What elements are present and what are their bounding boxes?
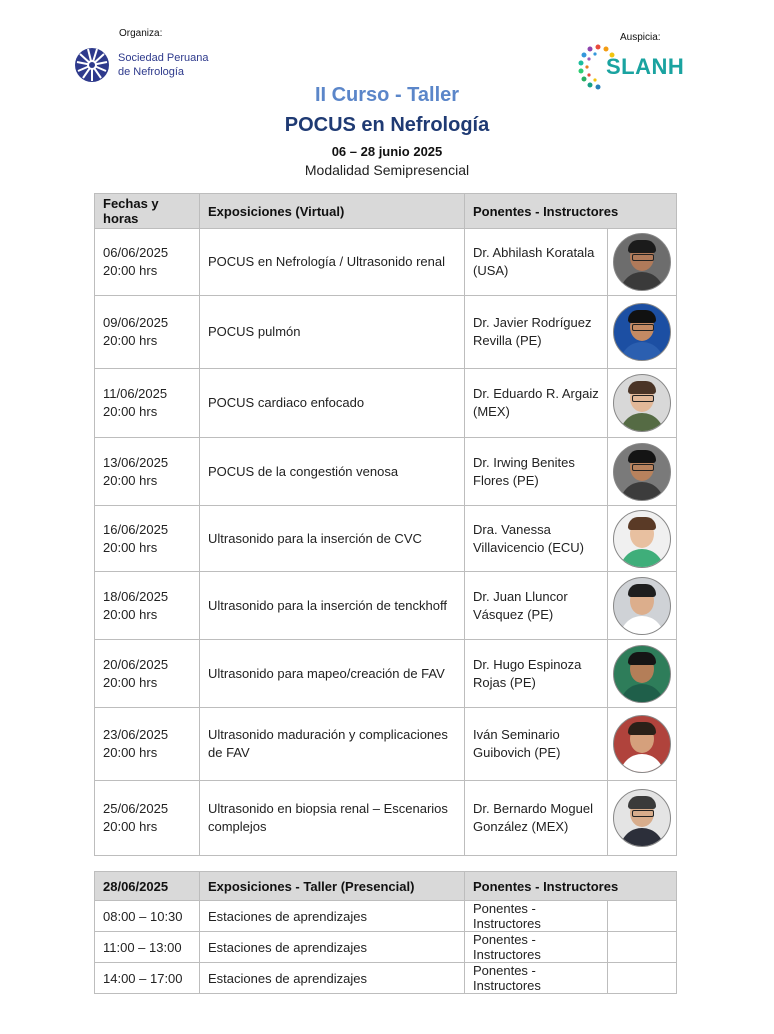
- course-dates: 06 – 28 junio 2025: [331, 144, 443, 159]
- workshop-speaker: Ponentes - Instructores: [465, 932, 608, 963]
- speaker-photo-cell: [608, 640, 677, 708]
- session-topic-line: POCUS en Nefrología / Ultrasonido renal: [208, 254, 446, 269]
- workshop-empty-cell: [608, 932, 677, 963]
- course-modality: Modalidad Semipresencial: [304, 162, 470, 178]
- session-speaker-line: Dr. Irwing Benites: [473, 454, 575, 470]
- session-date: 18/06/2025: [103, 588, 169, 604]
- session-row: [95, 369, 677, 438]
- session-row: [95, 296, 677, 369]
- session-speaker: [465, 781, 608, 856]
- session-datetime: [95, 506, 200, 572]
- workshop-row: [95, 963, 677, 994]
- session-topic: [200, 781, 465, 856]
- session-datetime: [95, 572, 200, 640]
- session-speaker-line: Rojas (PE): [473, 674, 536, 690]
- session-datetime: [95, 708, 200, 781]
- session-datetime: [95, 296, 200, 369]
- session-speaker-line: Dr. Hugo Espinoza: [473, 656, 582, 672]
- session-speaker-line: González (MEX): [473, 819, 569, 834]
- session-topic-line: Ultrasonido en biopsia renal – Escenarios: [208, 801, 448, 816]
- session-time: 20:00 hrs: [103, 606, 158, 622]
- session-date: 09/06/2025: [103, 315, 169, 330]
- session-topic-line: POCUS cardiaco enfocado: [208, 395, 365, 410]
- session-speaker-line: Dra. Vanessa: [473, 521, 551, 537]
- session-topic-line: de FAV: [208, 745, 250, 760]
- speaker-photo-cell: [608, 369, 677, 438]
- workshop-header-date: 28/06/2025: [95, 872, 200, 901]
- speaker-avatar: [613, 789, 671, 847]
- session-speaker-line: Revilla (PE): [473, 333, 542, 348]
- session-time: 20:00 hrs: [103, 674, 158, 690]
- session-time: 20:00 hrs: [103, 745, 158, 760]
- workshop-table: [94, 871, 677, 994]
- speaker-avatar: [613, 577, 671, 635]
- session-speaker-line: Dr. Javier Rodríguez: [473, 315, 592, 330]
- session-datetime: [95, 369, 200, 438]
- workshop-header-speakers: Ponentes - Instructores: [465, 872, 677, 901]
- session-row: [95, 708, 677, 781]
- session-speaker-line: Vásquez (PE): [473, 606, 554, 622]
- session-date: 06/06/2025: [103, 245, 169, 260]
- session-topic-line: Ultrasonido maduración y complicaciones: [208, 727, 448, 742]
- workshop-activity: Estaciones de aprendizajes: [200, 901, 465, 932]
- session-speaker-line: Guibovich (PE): [473, 745, 561, 760]
- organizer-label: Organiza:: [119, 28, 163, 39]
- session-speaker-line: (MEX): [473, 404, 510, 419]
- col-header-dates: Fechas y horas: [95, 194, 200, 229]
- workshop-speaker: Ponentes - Instructores: [465, 901, 608, 932]
- session-speaker: [465, 572, 608, 640]
- workshop-empty-cell: [608, 963, 677, 994]
- speaker-photo-cell: [608, 572, 677, 640]
- session-date: 16/06/2025: [103, 521, 169, 537]
- speaker-avatar: [613, 510, 671, 568]
- session-topic: [200, 708, 465, 781]
- spn-name-line1: Sociedad Peruana: [118, 52, 209, 64]
- session-time: 20:00 hrs: [103, 263, 158, 278]
- speaker-avatar: [613, 645, 671, 703]
- speaker-avatar: [613, 443, 671, 501]
- session-topic-line: Ultrasonido para mapeo/creación de FAV: [208, 665, 445, 681]
- session-topic: [200, 369, 465, 438]
- col-header-topics: Exposiciones (Virtual): [200, 194, 465, 229]
- speaker-avatar: [613, 303, 671, 361]
- session-time: 20:00 hrs: [103, 472, 158, 488]
- workshop-row: [95, 901, 677, 932]
- session-topic: [200, 229, 465, 296]
- session-topic: [200, 572, 465, 640]
- session-speaker-line: Flores (PE): [473, 472, 539, 488]
- speaker-photo-cell: [608, 438, 677, 506]
- session-speaker: [465, 708, 608, 781]
- session-speaker: [465, 296, 608, 369]
- session-time: 20:00 hrs: [103, 333, 158, 348]
- session-topic: [200, 438, 465, 506]
- workshop-header-activity: Exposiciones - Taller (Presencial): [200, 872, 465, 901]
- session-time: 20:00 hrs: [103, 819, 158, 834]
- spn-name-line2: de Nefrología: [118, 66, 185, 78]
- course-subtitle: POCUS en Nefrología: [284, 114, 490, 136]
- session-date: 20/06/2025: [103, 656, 169, 672]
- speaker-photo-cell: [608, 296, 677, 369]
- spn-logo: [74, 40, 209, 90]
- workshop-empty-cell: [608, 901, 677, 932]
- speaker-avatar: [613, 374, 671, 432]
- speaker-avatar: [613, 715, 671, 773]
- session-speaker-line: Villavicencio (ECU): [473, 539, 585, 555]
- workshop-time: 08:00 – 10:30: [95, 901, 200, 932]
- session-date: 13/06/2025: [103, 454, 169, 470]
- session-topic-line: POCUS de la congestión venosa: [208, 463, 399, 479]
- slanh-name: SLANH: [606, 54, 685, 79]
- session-topic-line: complejos: [208, 819, 267, 834]
- session-datetime: [95, 229, 200, 296]
- workshop-header-row: [95, 872, 677, 901]
- session-speaker: [465, 640, 608, 708]
- session-date: 25/06/2025: [103, 801, 169, 816]
- speaker-photo-cell: [608, 229, 677, 296]
- session-row: [95, 438, 677, 506]
- workshop-time: 14:00 – 17:00: [95, 963, 200, 994]
- sessions-header-row: [95, 194, 677, 229]
- session-datetime: [95, 781, 200, 856]
- session-speaker-line: Dr. Juan Lluncor: [473, 588, 568, 604]
- speaker-photo-cell: [608, 506, 677, 572]
- col-header-speakers: Ponentes - Instructores: [465, 194, 677, 229]
- workshop-row: [95, 932, 677, 963]
- session-row: [95, 506, 677, 572]
- session-date: 11/06/2025: [103, 386, 168, 401]
- workshop-time: 11:00 – 13:00: [95, 932, 200, 963]
- session-topic: [200, 296, 465, 369]
- session-row: [95, 572, 677, 640]
- session-time: 20:00 hrs: [103, 404, 158, 419]
- session-topic: [200, 640, 465, 708]
- session-row: [95, 229, 677, 296]
- session-topic-line: Ultrasonido para la inserción de tenckhoff: [208, 597, 447, 613]
- session-speaker: [465, 438, 608, 506]
- session-speaker: [465, 506, 608, 572]
- session-row: [95, 640, 677, 708]
- session-topic-line: POCUS pulmón: [208, 324, 301, 339]
- session-topic-line: Ultrasonido para la inserción de CVC: [208, 530, 422, 546]
- sponsor-label: Auspicia:: [620, 32, 661, 43]
- session-date: 23/06/2025: [103, 727, 169, 742]
- session-speaker-line: (USA): [473, 263, 509, 278]
- workshop-activity: Estaciones de aprendizajes: [200, 963, 465, 994]
- session-speaker-line: Dr. Bernardo Moguel: [473, 801, 593, 816]
- spn-emblem-icon: [74, 40, 110, 90]
- speaker-photo-cell: [608, 781, 677, 856]
- speaker-avatar: [613, 233, 671, 291]
- session-topic: [200, 506, 465, 572]
- session-speaker: [465, 369, 608, 438]
- session-speaker-line: Dr. Eduardo R. Argaiz: [473, 386, 599, 401]
- sessions-table: [94, 193, 677, 856]
- session-speaker-line: Iván Seminario: [473, 727, 560, 742]
- workshop-speaker: Ponentes - Instructores: [465, 963, 608, 994]
- session-datetime: [95, 438, 200, 506]
- workshop-activity: Estaciones de aprendizajes: [200, 932, 465, 963]
- speaker-photo-cell: [608, 708, 677, 781]
- course-title: II Curso - Taller: [314, 84, 460, 106]
- session-time: 20:00 hrs: [103, 539, 158, 555]
- session-speaker: [465, 229, 608, 296]
- session-row: [95, 781, 677, 856]
- session-speaker-line: Dr. Abhilash Koratala: [473, 245, 595, 260]
- session-datetime: [95, 640, 200, 708]
